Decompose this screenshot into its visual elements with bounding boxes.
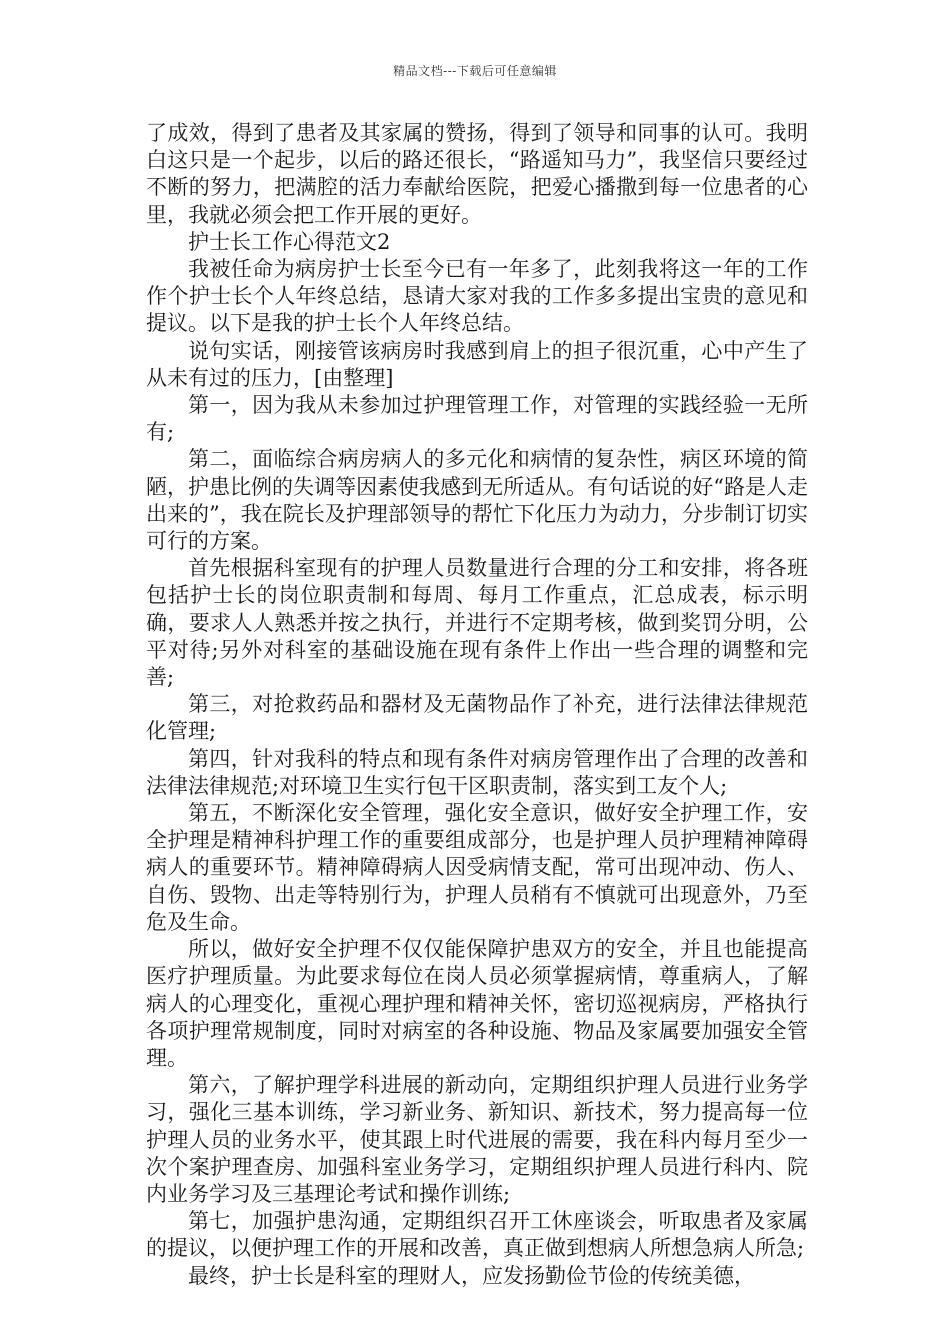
paragraph: 最终，护士长是科室的理财人，应发扬勤俭节俭的传统美德，	[188, 1263, 755, 1288]
paragraph: 第三，对抢救药品和器材及无菌物品作了补充，进行法律法律规范化管理;	[146, 692, 808, 744]
paragraph: 说句实话，刚接管该病房时我感到肩上的担子很沉重，心中产生了从未有过的压力，[由整理]	[146, 338, 808, 390]
paragraph: 我被任命为病房护士长至今已有一年多了，此刻我将这一年的工作作个护士长个人年终总结，恳请大家对我的工作多多提出宝贵的意见和提议。以下是我的护士长个人年终总结。	[146, 257, 808, 336]
paragraph: 第五，不断深化安全管理，强化安全意识，做好安全护理工作，安全护理是精神科护理工作的重要组成部分，也是护理人员护理精神障碍病人的重要环节。精神障碍病人因受病情支配，常可出现冲动、伤人、自伤、毁物、出走等特别行为，护理人员稍有不慎就可出现意外，乃至危及生命。	[146, 801, 808, 934]
paragraph: 第一，因为我从未参加过护理管理工作，对管理的实践经验一无所有;	[146, 393, 808, 445]
paragraph: 首先根据科室现有的护理人员数量进行合理的分工和安排，将各班包括护士长的岗位职责制和每周、每月工作重点，汇总成表，标示明确，要求人人熟悉并按之执行，并进行不定期考核，做到奖罚分明，公平对待;另外对科室的基础设施在现有条件上作出一些合理的调整和完善;	[146, 556, 808, 690]
paragraph: 了成效，得到了患者及其家属的赞扬，得到了领导和同事的认可。我明白这只是一个起步，以后的路还很长，“路遥知马力”，我坚信只要经过不断的努力，把满腔的活力奉献给医院，把爱心播撒到每一位患者的心里，我就必须会把工作开展的更好。	[146, 121, 808, 227]
page-header: 精品文档---下载后可任意编辑	[393, 64, 557, 78]
document-body	[146, 120, 808, 1290]
section-heading: 护士长工作心得范文2	[188, 229, 391, 254]
paragraph: 第六，了解护理学科进展的新动向，定期组织护理人员进行业务学习，强化三基本训练，学习新业务、新知识、新技术，努力提高每一位护理人员的业务水平，使其跟上时代进展的需要，我在科内每月至少一次个案护理查房、加强科室业务学习，定期组织护理人员进行科内、院内业务学习及三基理论考试和操作训练;	[146, 1073, 808, 1206]
paragraph: 第四，针对我科的特点和现有条件对病房管理作出了合理的改善和法律法律规范;对环境卫生实行包干区职责制，落实到工友个人;	[146, 746, 808, 798]
paragraph: 所以，做好安全护理不仅仅能保障护患双方的安全，并且也能提高医疗护理质量。为此要求每位在岗人员必须掌握病情，尊重病人，了解病人的心理变化，重视心理护理和精神关怀，密切巡视病房，严格执行各项护理常规制度，同时对病室的各种设施、物品及家属要加强安全管理。	[146, 937, 808, 1070]
paragraph: 第七，加强护患沟通，定期组织召开工休座谈会，听取患者及家属的提议，以便护理工作的开展和改善，真正做到想病人所想急病人所急;	[146, 1209, 808, 1261]
paragraph: 第二，面临综合病房病人的多元化和病情的复杂性，病区环境的简陋，护患比例的失调等因素使我感到无所适从。有句话说的好“路是人走出来的”，我在院长及护理部领导的帮忙下化压力为动力，分步制订切实可行的方案。	[146, 447, 808, 554]
